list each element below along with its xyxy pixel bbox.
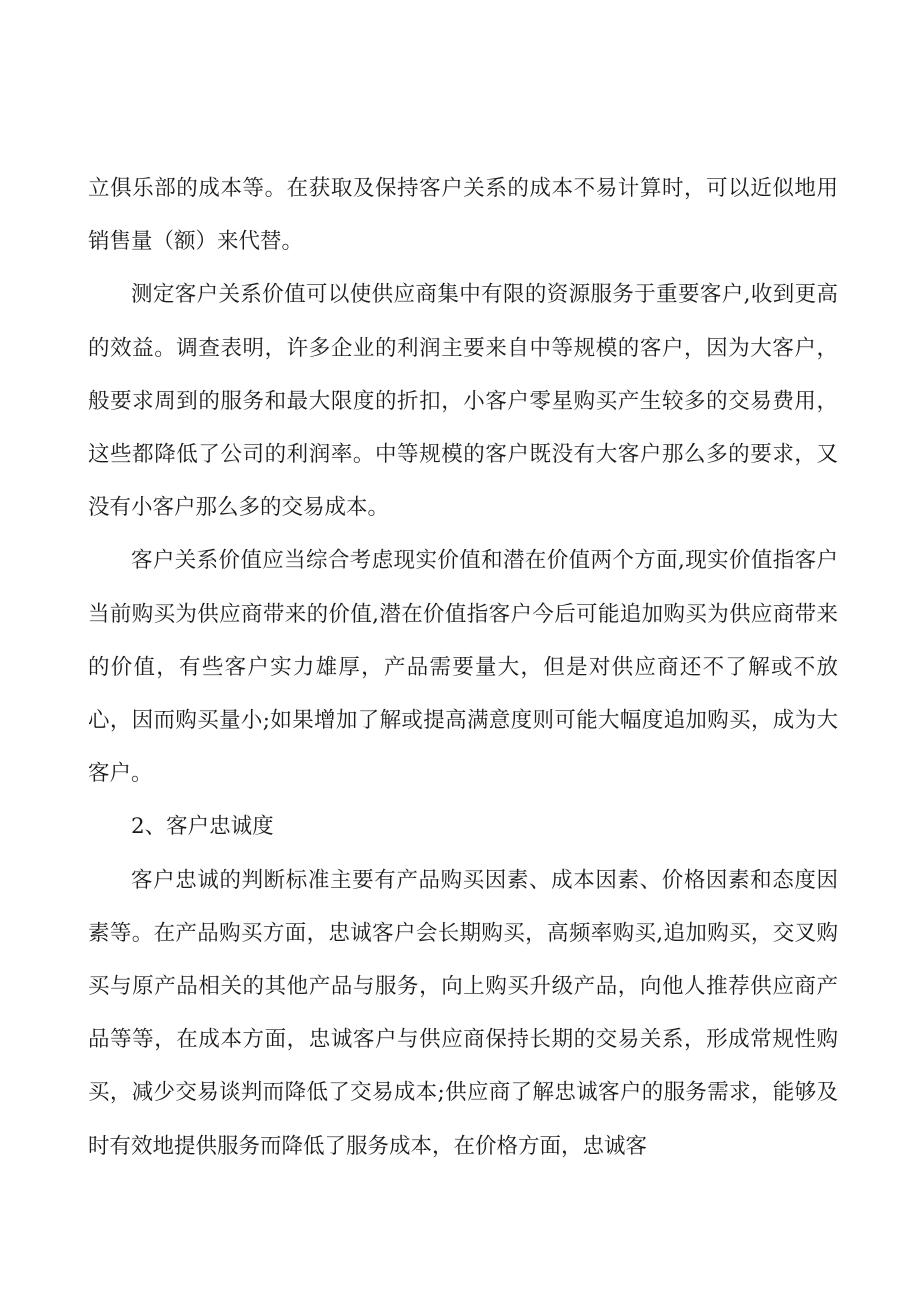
- paragraph-loyalty-criteria: 客户忠诚的判断标准主要有产品购买因素、成本因素、价格因素和态度因素等。在产品购买方面，忠诚客户会长期购买，高频率购买,追加购买，交叉购买与原产品相关的其他产品与服务，向上购买升级产品，向他人推荐供应商产品等等，在成本方面，忠诚客户与供应商保持长期的交易关系，形成常规性购买，减少交易谈判而降低了交易成本;供应商了解忠诚客户的服务需求，能够及时有效地提供服务而降低了服务成本，在价格方面，忠诚客: [88, 867, 838, 1159]
- section-heading-customer-loyalty: 2、客户忠诚度: [131, 814, 274, 840]
- document-body: [88, 162, 838, 1173]
- paragraph-relationship-value: 测定客户关系价值可以使供应商集中有限的资源服务于重要客户,收到更高的效益。调查表明，许多企业的利润主要来自中等规模的客户，因为大客户，般要求周到的服务和最大限度的折扣，小客户零星购买产生较多的交易费用，这些都降低了公司的利润率。中等规模的客户既没有大客户那么多的要求，又没有小客户那么多的交易成本。: [88, 282, 838, 521]
- paragraph-cost-continuation: 立俱乐部的成本等。在获取及保持客户关系的成本不易计算时，可以近似地用销售量（额）来代替。: [88, 176, 838, 255]
- paragraph-current-potential-value: 客户关系价值应当综合考虑现实价值和潜在价值两个方面,现实价值指客户当前购买为供应商带来的价值,潜在价值指客户今后可能追加购买为供应商带来的价值，有些客户实力雄厚，产品需要量大，但是对供应商还不了解或不放心，因而购买量小;如果增加了解或提高满意度则可能大幅度追加购买，成为大客户。: [88, 548, 838, 787]
